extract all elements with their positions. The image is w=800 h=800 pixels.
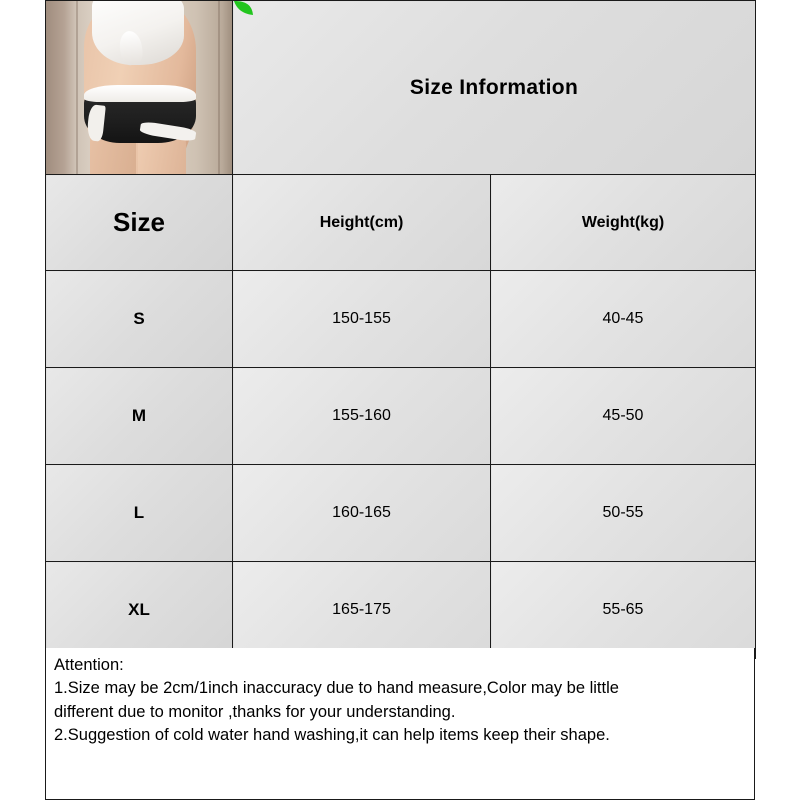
column-header-size: Size: [46, 175, 233, 271]
attention-heading: Attention:: [54, 656, 124, 674]
cell-weight-l: 50-55: [491, 465, 756, 562]
size-information-table: [45, 0, 756, 659]
cell-size-xl: XL: [46, 562, 233, 659]
photo-background-line: [76, 1, 78, 174]
product-photo-cell: [46, 1, 233, 175]
product-photo-image: [46, 1, 232, 174]
photo-background-line: [218, 1, 220, 174]
cell-size-s: S: [46, 271, 233, 368]
column-header-height: Height(cm): [233, 175, 491, 271]
cell-weight-s: 40-45: [491, 271, 756, 368]
cell-height-xl: 165-175: [233, 562, 491, 659]
cell-height-m: 155-160: [233, 368, 491, 465]
table-row: [46, 368, 756, 465]
table-row: [46, 465, 756, 562]
table-row-headings: [46, 175, 756, 271]
column-header-weight: Weight(kg): [491, 175, 756, 271]
cell-weight-xl: 55-65: [491, 562, 756, 659]
attention-line-1: 1.Size may be 2cm/1inch inaccuracy due to hand measure,Color may be little: [54, 679, 619, 698]
cell-size-l: L: [46, 465, 233, 562]
cell-weight-m: 45-50: [491, 368, 756, 465]
attention-line-2: different due to monitor ,thanks for your understanding.: [54, 702, 456, 721]
attention-note: [45, 648, 755, 800]
cell-height-l: 160-165: [233, 465, 491, 562]
attention-line-3: 2.Suggestion of cold water hand washing,it can help items keep their shape.: [54, 726, 610, 745]
table-row: [46, 271, 756, 368]
cell-size-m: M: [46, 368, 233, 465]
table-row: [46, 562, 756, 659]
page-title: Size Information: [409, 75, 579, 99]
table-row-header-photo: [46, 1, 756, 175]
leaf-icon: [232, 1, 254, 19]
document-title-cell: [233, 1, 756, 175]
product-shorts-waistband: [84, 85, 196, 102]
cell-height-s: 150-155: [233, 271, 491, 368]
